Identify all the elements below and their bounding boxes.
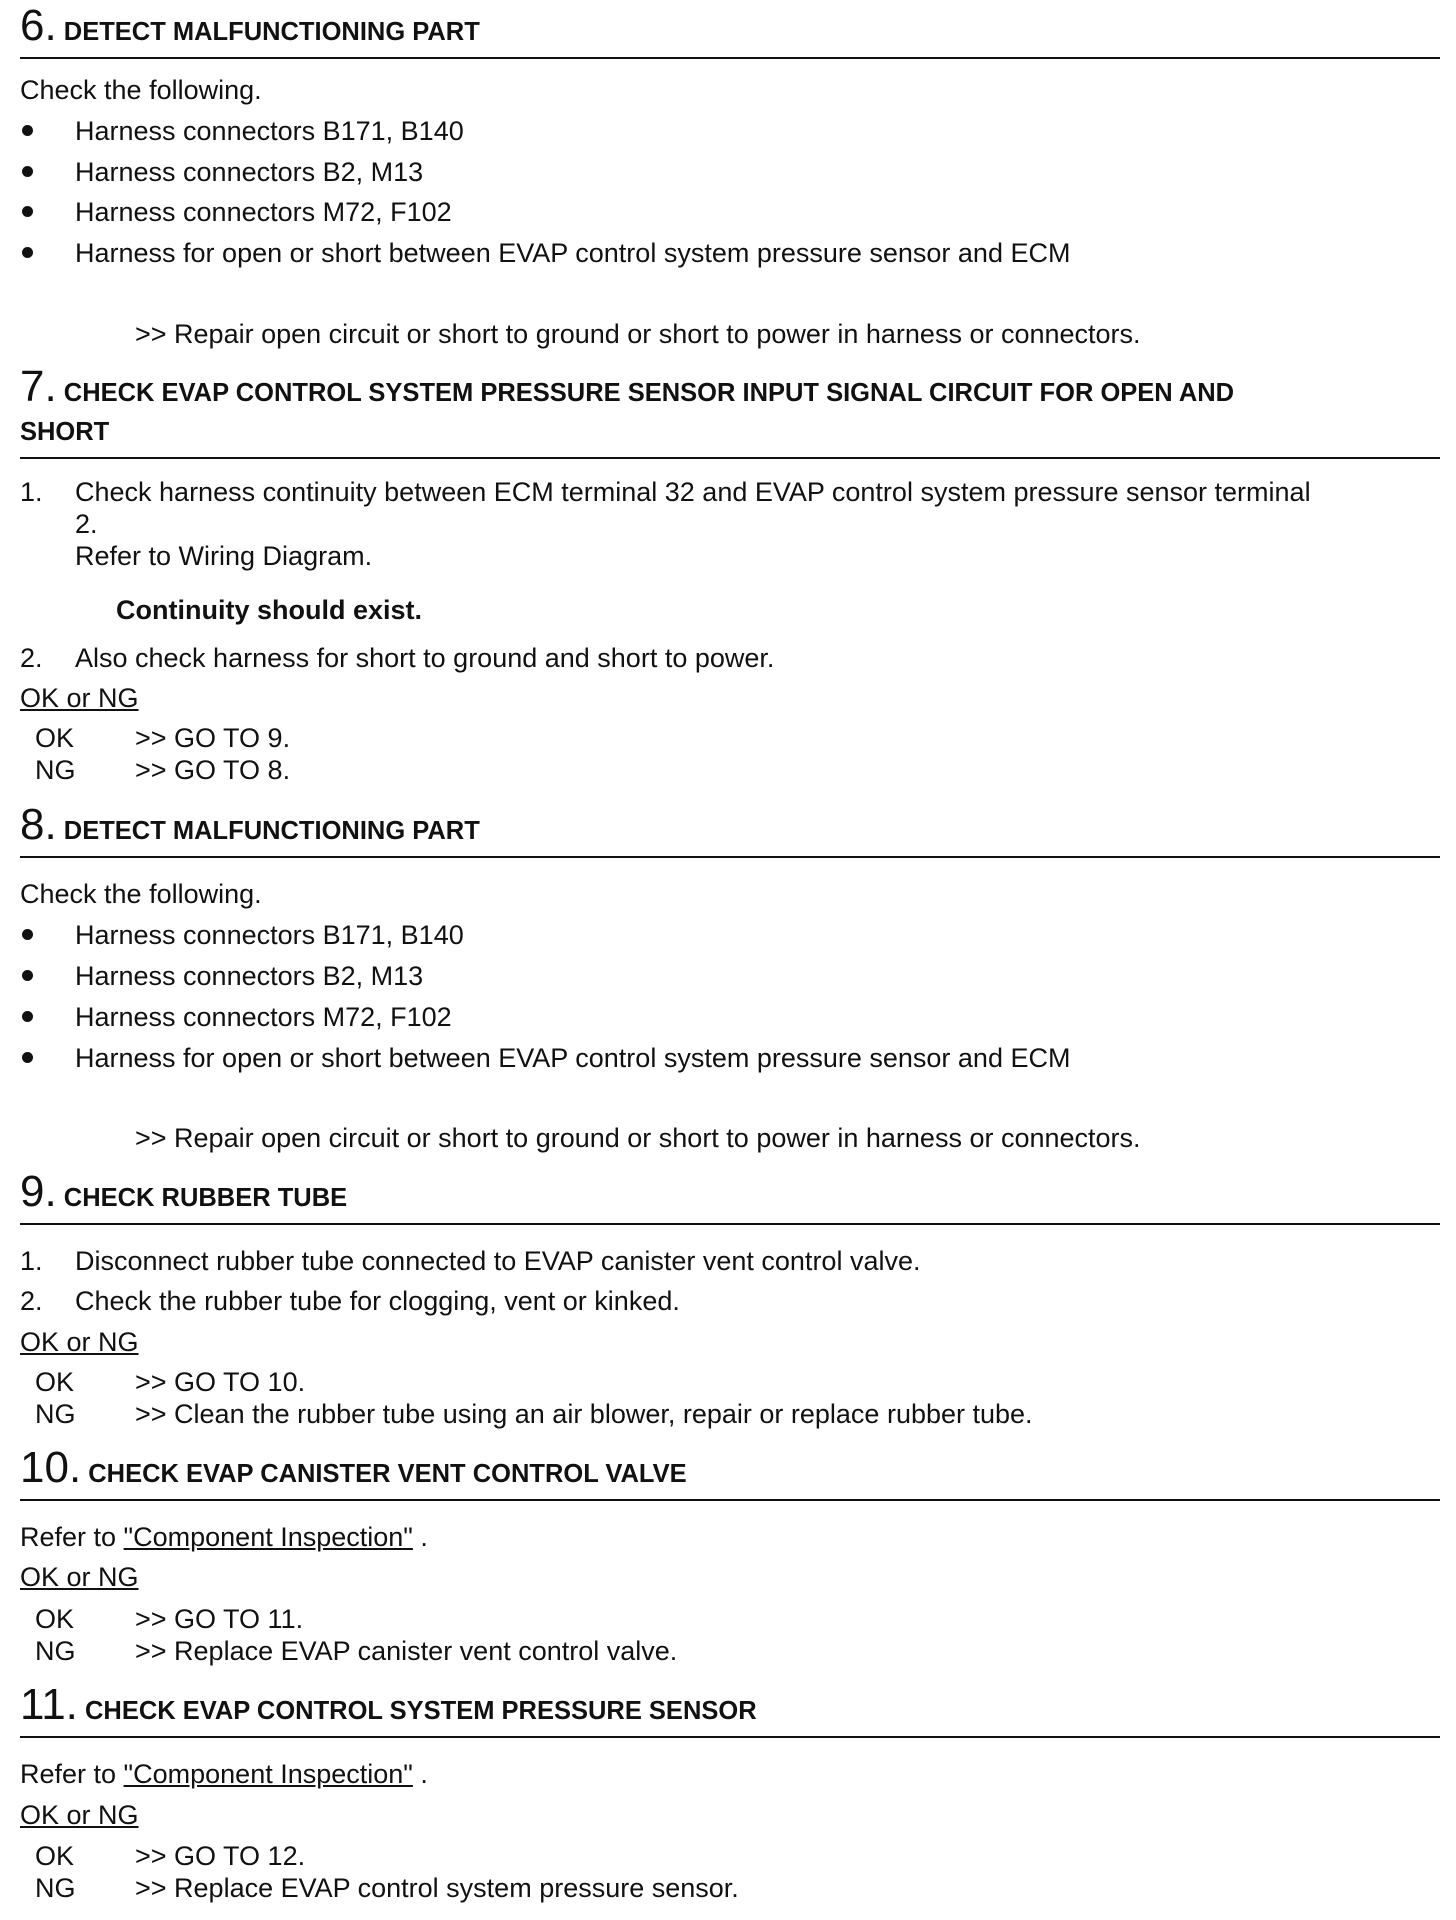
result-label-ok: OK <box>35 1604 75 1634</box>
refer-line <box>20 1521 1440 1553</box>
step-8-intro: Check the following. <box>20 879 262 909</box>
item-text: Check harness continuity between ECM terminal 32 and EVAP control system pressure sensor terminal <box>75 477 1311 507</box>
bullet-icon <box>22 970 33 981</box>
bullet-item: Harness connectors M72, F102 <box>75 1002 452 1032</box>
step-number: 6. <box>20 1 57 50</box>
item-number: 1. <box>20 477 43 507</box>
step-title: CHECK RUBBER TUBE <box>63 1184 348 1212</box>
result-text-ng: >> Replace EVAP canister vent control valve. <box>135 1636 678 1666</box>
item-text: Also check harness for short to ground and short to power. <box>75 643 775 673</box>
bullet-item: Harness connectors B171, B140 <box>75 116 464 146</box>
result-text-ng: >> Replace EVAP control system pressure sensor. <box>135 1873 739 1903</box>
step-11-heading <box>20 1680 1440 1738</box>
step-9-heading <box>20 1167 1440 1225</box>
bullet-item: Harness connectors M72, F102 <box>75 197 452 227</box>
item-number: 2. <box>20 643 43 673</box>
result-label-ng: NG <box>35 755 76 785</box>
bullet-item: Harness for open or short between EVAP control system pressure sensor and ECM <box>75 238 1071 268</box>
step-title: CHECK EVAP CANISTER VENT CONTROL VALVE <box>88 1460 687 1488</box>
refer-suffix: . <box>412 1759 428 1789</box>
result-label-ok: OK <box>35 1841 75 1871</box>
step-8-action: >> Repair open circuit or short to ground or short to power in harness or connectors. <box>135 1123 1141 1153</box>
item-number: 2. <box>20 1286 43 1316</box>
bullet-item: Harness connectors B2, M13 <box>75 961 424 991</box>
bullet-item: Harness for open or short between EVAP control system pressure sensor and ECM <box>75 1043 1071 1073</box>
component-inspection-link[interactable]: "Component Inspection" <box>123 1522 413 1552</box>
step-6-heading <box>20 1 1440 59</box>
step-number: 7. <box>20 362 57 411</box>
step-number: 8. <box>20 800 57 849</box>
result-text-ok: >> GO TO 10. <box>135 1367 306 1397</box>
bullet-icon <box>22 929 33 940</box>
component-inspection-link[interactable]: "Component Inspection" <box>123 1759 413 1789</box>
step-title: CHECK EVAP CONTROL SYSTEM PRESSURE SENSOR INPUT SIGNAL CIRCUIT FOR OPEN AND <box>63 379 1235 407</box>
step-number: 11. <box>20 1680 78 1729</box>
bullet-item: Harness connectors B171, B140 <box>75 920 464 950</box>
step-number: 10. <box>20 1443 82 1492</box>
bullet-icon <box>22 125 33 136</box>
result-text-ok: >> GO TO 9. <box>135 723 291 753</box>
bullet-item: Harness connectors B2, M13 <box>75 157 424 187</box>
ok-ng-label: OK or NG <box>20 683 139 713</box>
step-title: DETECT MALFUNCTIONING PART <box>63 817 480 845</box>
item-text-continued: 2. <box>75 509 98 539</box>
step-title: DETECT MALFUNCTIONING PART <box>63 18 480 46</box>
bullet-icon <box>22 247 33 258</box>
step-10-heading <box>20 1443 1440 1501</box>
ok-ng-label: OK or NG <box>20 1800 139 1830</box>
result-text-ok: >> GO TO 11. <box>135 1604 304 1634</box>
item-text-continued: Refer to Wiring Diagram. <box>75 541 373 571</box>
result-label-ng: NG <box>35 1636 76 1666</box>
ok-ng-label: OK or NG <box>20 1327 139 1357</box>
refer-line <box>20 1758 1440 1790</box>
item-number: 1. <box>20 1246 43 1276</box>
result-text-ng: >> GO TO 8. <box>135 755 291 785</box>
bullet-icon <box>22 1052 33 1063</box>
step-title: CHECK EVAP CONTROL SYSTEM PRESSURE SENSOR <box>85 1697 757 1725</box>
result-label-ok: OK <box>35 1367 75 1397</box>
spec-text: Continuity should exist. <box>116 595 423 625</box>
step-7-heading <box>20 362 1440 459</box>
step-number: 9. <box>20 1167 57 1216</box>
bullet-icon <box>22 206 33 217</box>
step-title-continued: SHORT <box>20 418 110 446</box>
result-text-ng: >> Clean the rubber tube using an air blower, repair or replace rubber tube. <box>135 1399 1033 1429</box>
result-label-ng: NG <box>35 1873 76 1903</box>
result-label-ng: NG <box>35 1399 76 1429</box>
refer-prefix: Refer to <box>20 1522 124 1552</box>
item-text: Disconnect rubber tube connected to EVAP canister vent control valve. <box>75 1246 921 1276</box>
step-8-heading <box>20 800 1440 858</box>
bullet-icon <box>22 1011 33 1022</box>
result-text-ok: >> GO TO 12. <box>135 1841 306 1871</box>
step-6-action: >> Repair open circuit or short to ground or short to power in harness or connectors. <box>135 319 1141 349</box>
bullet-icon <box>22 166 33 177</box>
ok-ng-label: OK or NG <box>20 1562 139 1592</box>
step-6-intro: Check the following. <box>20 75 262 105</box>
refer-prefix: Refer to <box>20 1759 124 1789</box>
item-text: Check the rubber tube for clogging, vent or kinked. <box>75 1286 680 1316</box>
refer-suffix: . <box>412 1522 428 1552</box>
result-label-ok: OK <box>35 723 75 753</box>
